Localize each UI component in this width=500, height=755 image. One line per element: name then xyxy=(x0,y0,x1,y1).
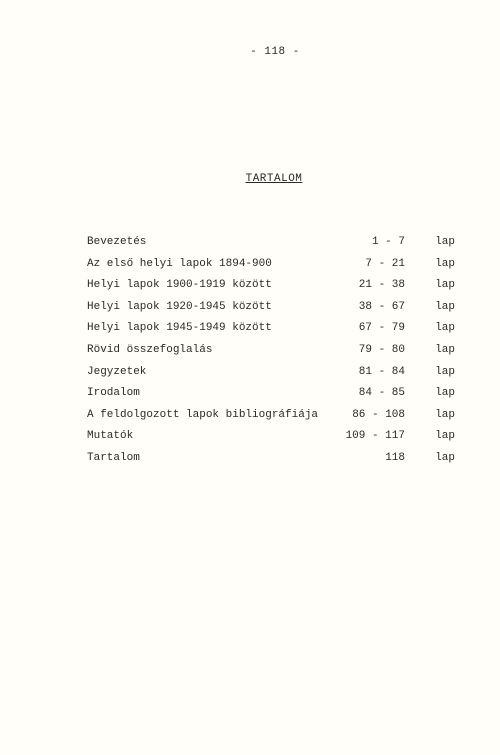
page-number: - 118 - xyxy=(250,46,300,58)
toc-row xyxy=(87,277,457,299)
toc-entry-unit: lap xyxy=(435,365,455,378)
toc-row xyxy=(87,320,457,342)
toc-entry-pages: 7 - 21 xyxy=(365,257,405,270)
toc-entry-unit: lap xyxy=(435,279,455,292)
toc-row xyxy=(87,428,457,450)
toc-entry-pages: 81 - 84 xyxy=(358,365,405,378)
toc-entry-unit: lap xyxy=(435,408,455,421)
toc-entry-unit: lap xyxy=(435,257,455,270)
toc-entry-pages: 86 - 108 xyxy=(352,408,405,421)
toc-entry-unit: lap xyxy=(435,343,455,356)
table-of-contents xyxy=(87,234,457,472)
toc-entry-title: A feldolgozott lapok bibliográfiája xyxy=(87,408,319,421)
toc-entry-unit: lap xyxy=(435,300,455,313)
toc-entry-pages: 84 - 85 xyxy=(358,387,405,400)
toc-entry-pages: 38 - 67 xyxy=(358,300,405,313)
toc-entry-title: Helyi lapok 1900-1919 között xyxy=(87,279,272,292)
toc-entry-pages: 21 - 38 xyxy=(358,279,405,292)
toc-entry-unit: lap xyxy=(435,430,455,443)
toc-entry-title: Bevezetés xyxy=(87,236,147,248)
toc-entry-unit: lap xyxy=(435,236,455,248)
toc-entry-pages: 118 xyxy=(385,451,405,464)
toc-row xyxy=(87,364,457,386)
toc-entry-pages: 1 - 7 xyxy=(371,236,405,248)
toc-row xyxy=(87,256,457,278)
toc-entry-title: Helyi lapok 1920-1945 között xyxy=(87,300,272,313)
toc-row xyxy=(87,450,457,472)
toc-entry-pages: 79 - 80 xyxy=(358,343,405,356)
toc-entry-title: Helyi lapok 1945-1949 között xyxy=(87,322,272,335)
toc-row xyxy=(87,407,457,429)
toc-entry-title: Tartalom xyxy=(87,451,140,464)
toc-entry-unit: lap xyxy=(435,451,455,464)
toc-row xyxy=(87,385,457,407)
toc-row xyxy=(87,299,457,321)
toc-entry-unit: lap xyxy=(435,387,455,400)
toc-entry-title: Mutatók xyxy=(87,430,134,443)
toc-entry-pages: 109 - 117 xyxy=(345,430,405,443)
toc-row xyxy=(87,342,457,364)
toc-entry-title: Rövid összefoglalás xyxy=(87,343,213,356)
toc-entry-title: Jegyzetek xyxy=(87,365,147,378)
toc-row xyxy=(87,234,457,256)
toc-entry-unit: lap xyxy=(435,322,455,335)
toc-entry-pages: 67 - 79 xyxy=(358,322,405,335)
toc-entry-title: Az első helyi lapok 1894-900 xyxy=(87,257,272,270)
toc-entry-title: Irodalom xyxy=(87,387,140,400)
page-title: TARTALOM xyxy=(245,173,303,185)
